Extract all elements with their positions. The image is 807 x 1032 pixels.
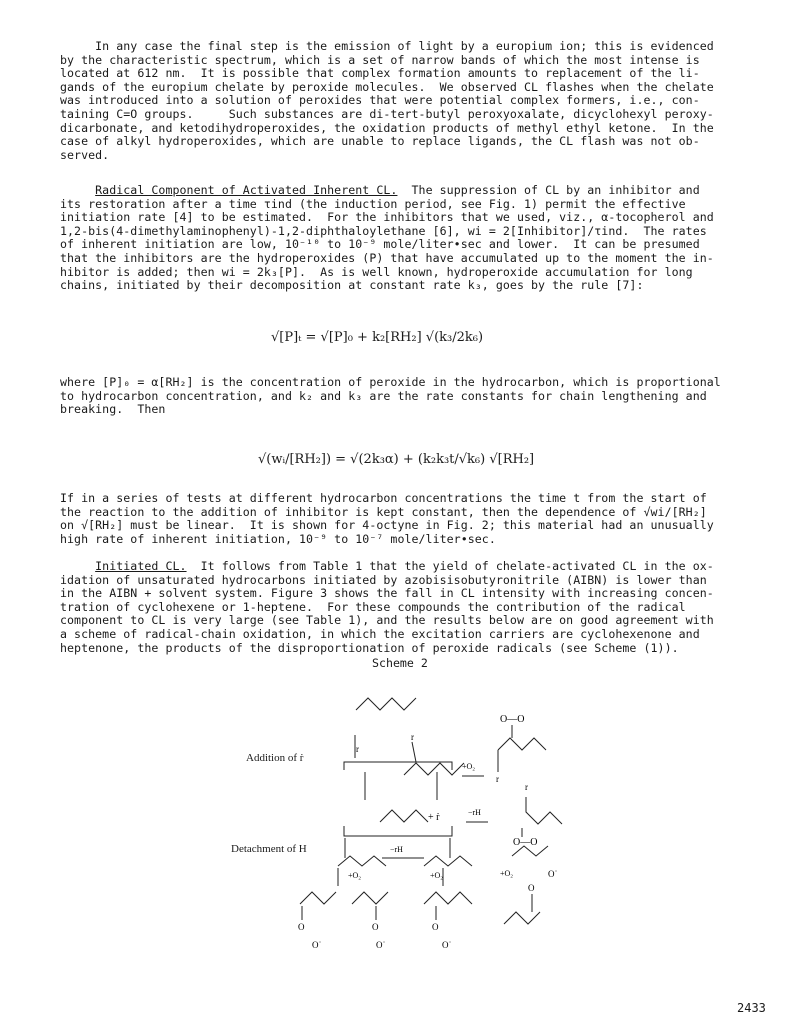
molecule-adduct-top <box>404 763 464 775</box>
molecule-hydroperoxide-right <box>526 797 562 824</box>
text-line: chains, initiated by their decomposition at constant rate k₃, goes by the rule [7]: <box>60 278 644 293</box>
paragraph-initiated-cl <box>60 560 768 655</box>
label-addition-of-r: Addition of ṙ <box>246 752 304 764</box>
text-line: heptenone, the products of the disproportionation of peroxide radicals (see Scheme (1)). <box>60 640 679 655</box>
label-o-bottom-2: O <box>372 922 379 932</box>
molecule-heptene-middle <box>380 810 428 822</box>
molecule-peroxy-bottom-1 <box>300 892 336 904</box>
label-r-right: r <box>525 782 528 792</box>
text-line: was introduced into a solution of peroxides that were potential complex formers, i.e., con- <box>60 93 700 108</box>
label-detachment-of-h: Detachment of H <box>231 843 307 855</box>
label-o-bottom-1: O <box>298 922 305 932</box>
text-line: case of alkyl hydroperoxides, which are unable to replace ligands, the CL flash was not ob- <box>60 134 700 149</box>
label-odot-bottom-4: O˙ <box>548 869 558 879</box>
equation-initiation-rate: √(wᵢ/[RH₂]) = √(2k₃α) + (k₂k₃t/√k₆) √[RH₂] <box>258 452 535 467</box>
text-line: its restoration after a time τind (the induction period, see Fig. 1) permit the effective <box>60 196 686 211</box>
text-line: 1,2-bis(4-dimethylaminophenyl)-1,2-diphthaloylethane [6], wi = 2[Inhibitor]/τind. The rates <box>60 223 707 238</box>
bracket-bottom <box>344 826 452 836</box>
label-minus-rh-right: −rH <box>468 808 481 817</box>
text-line: If in a series of tests at different hydrocarbon concentrations the time t from the start of <box>60 491 707 505</box>
paragraph-radical-component <box>60 184 768 293</box>
section-heading: Radical Component of Activated Inherent CL. <box>95 183 398 197</box>
label-plus-r-middle: + ṙ <box>428 812 440 823</box>
label-odot-bottom-3: O˙ <box>442 940 452 950</box>
text-line: hibitor is added; then wi = 2k₃[P]. As is well known, hydroperoxide accumulation for long <box>60 264 693 279</box>
molecule-peroxy-bottom-3 <box>424 892 472 904</box>
label-r-adduct: r <box>411 732 414 742</box>
label-r-peroxy: r <box>496 774 499 784</box>
text-line: initiation rate [4] to be estimated. For the inhibitors that we used, viz., α-tocopherol and <box>60 210 714 225</box>
text-line: breaking. Then <box>60 402 166 417</box>
equation-peroxide-accumulation: √[P]ₜ = √[P]₀ + k₂[RH₂] √(k₃/2k₆) <box>271 330 484 345</box>
text-line: located at 612 nm. It is possible that complex formation amounts to replacement of the li- <box>60 66 700 81</box>
molecule-peroxy-top <box>498 738 546 750</box>
molecule-allyl-right <box>424 856 472 866</box>
text-line: on √[RH₂] must be linear. It is shown for 4-octyne in Fig. 2; this material had an unusually <box>60 518 714 533</box>
text-line: by the characteristic spectrum, which is a set of narrow bands of which the most intense is <box>60 52 700 67</box>
text-line: where [P]₀ = α[RH₂] is the concentration of peroxide in the hydrocarbon, which is proportional <box>60 375 721 389</box>
molecule-peroxy-bottom-4 <box>504 912 540 924</box>
text-line: component to CL is very large (see Table 1), and the results below are on good agreement with <box>60 613 714 628</box>
text-line: Radical Component of Activated Inherent CL. The suppression of CL by an inhibitor and <box>95 183 700 197</box>
molecule-peroxy-bottom-2 <box>352 892 388 904</box>
label-odot-bottom-2: O˙ <box>376 940 386 950</box>
bracket-top <box>344 762 452 770</box>
text-line: idation of unsaturated hydrocarbons initiated by azobisisobutyronitrile (AIBN) is lower than <box>60 572 707 587</box>
scheme-title: Scheme 2 <box>372 656 428 670</box>
section-heading: Initiated CL. <box>95 559 187 573</box>
label-plus-o2-left: +O₂ <box>348 871 362 880</box>
label-r-top-left: r <box>356 744 359 754</box>
text-line: dicarbonate, and ketodihydroperoxides, the oxidation products of methyl ethyl ketone. In the <box>60 120 714 135</box>
label-plus-o2-right: +O₂ <box>500 869 514 878</box>
text-line: of inherent initiation are low, 10⁻¹⁰ to 10⁻⁹ mole/liter•sec and lower. It can be presumed <box>60 237 700 252</box>
text-line: Initiated CL. It follows from Table 1 that the yield of chelate-activated CL in the ox- <box>95 559 714 573</box>
label-plus-o2-mid: +O₂ <box>430 871 444 880</box>
text-line: high rate of inherent initiation, 10⁻⁹ to 10⁻⁷ mole/liter•sec. <box>60 531 496 546</box>
text-line: in the AIBN + solvent system. Figure 3 shows the fall in CL intensity with increasing concen- <box>60 586 714 601</box>
label-o-o-right: O—O <box>513 837 538 848</box>
text-line: gands of the europium chelate by peroxide molecules. We observed CL flashes when the chelate <box>60 79 714 94</box>
page-number: 2433 <box>737 1001 766 1015</box>
paragraph-europium-emission <box>60 40 768 162</box>
text-line: In any case the final step is the emission of light by a europium ion; this is evidenced <box>60 39 714 53</box>
label-odot-bottom-1: O˙ <box>312 940 322 950</box>
label-o-bottom-3: O <box>432 922 439 932</box>
paragraph-peroxide-concentration <box>60 376 768 417</box>
reaction-scheme-diagram <box>230 680 590 960</box>
label-oo-top: O—O <box>500 714 525 725</box>
text-line: the reaction to the addition of inhibitor is kept constant, then the dependence of √wi/[RH₂] <box>60 504 707 519</box>
label-o-bottom-4: O <box>528 883 535 893</box>
text-line: that the inhibitors are the hydroperoxides (P) that have accumulated up to the moment the in- <box>60 250 714 265</box>
bond-r-adduct <box>412 742 416 762</box>
text-line: taining C=O groups. Such substances are di-tert-butyl peroxyoxalate, dicyclohexyl peroxy- <box>60 106 714 121</box>
text-line: served. <box>60 147 110 162</box>
label-minus-rh-detach: −rH <box>390 845 403 854</box>
text-line: to hydrocarbon concentration, and k₂ and k₃ are the rate constants for chain lengthening and <box>60 388 707 403</box>
text-line: tration of cyclohexene or 1-heptene. For these compounds the contribution of the radical <box>60 599 686 614</box>
text-line: a scheme of radical-chain oxidation, in which the excitation carriers are cyclohexenone and <box>60 626 700 641</box>
molecule-heptene-top <box>356 698 416 710</box>
label-plus-o2-top: +O₂ <box>462 762 476 771</box>
paragraph-linear-dependence <box>60 492 768 546</box>
